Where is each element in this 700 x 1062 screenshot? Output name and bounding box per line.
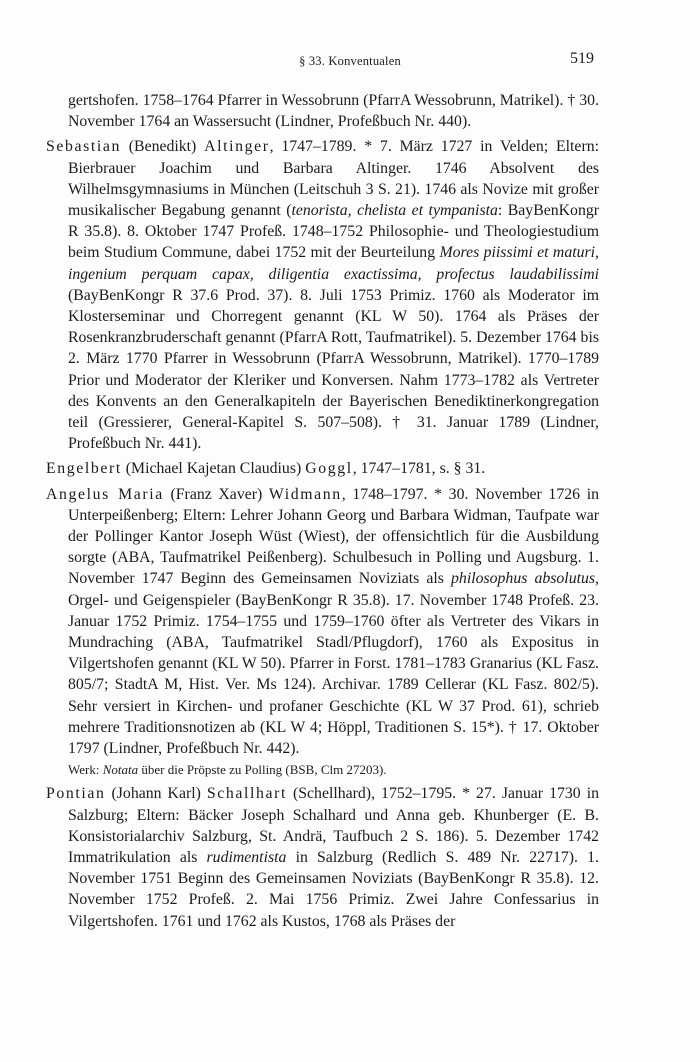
- entry-text: (Johann Karl): [105, 785, 207, 803]
- entry-text: (Schellhard), 1752–1795. * 27. Januar 1730 in Salzburg; Eltern: Bäcker Joseph Schalhard und Anna geb. Khunberger (E. B. Konsistorialarchiv Salzburg, St. Andrä, Taufbuch 2 S. 186). 5. Dezember 1742 Immatrikulation als: [68, 785, 599, 866]
- latin-quote: tenorista, chelista et tympanista: [291, 202, 498, 220]
- entry-angelus-maria-widmann: [46, 484, 599, 760]
- entry-text: (Michael Kajetan Claudius): [121, 460, 306, 478]
- entry-name: Sebastian: [46, 138, 121, 156]
- latin-quote: rudimentista: [206, 848, 287, 866]
- werk-note: [46, 761, 599, 779]
- entry-text: gertshofen. 1758–1764 Pfarrer in Wessobrunn (PfarrA Wessobrunn, Matrikel). † 30. November 1764 an Wassersucht (Lindner, Profeßbuch Nr. 440).: [68, 92, 599, 131]
- entry-text: , 1748–1797. * 30. November 1726 in Unterpeißenberg; Eltern: Lehrer Johann Georg und Barbara Widman, Taufpate war der Pollinger Kantor Joseph Wüst (Wiest), der offensichtlich für die Ausbildung sorgte (ABA, Taufmatrikel Peißenberg). Schulbesuch in Polling und Augsburg. 1. November 1747 Beginn des Gemeinsamen Noviziats als: [68, 485, 599, 588]
- entry-name: Angelus Maria: [46, 485, 164, 503]
- latin-quote: philosophus absolutus: [451, 570, 596, 588]
- body-text: [46, 90, 599, 936]
- entry-text: in Salzburg (Redlich S. 489 Nr. 22717). 1. November 1751 Beginn des Gemeinsamen Noviziats (BayBenKongr R 35.8). 12. November 1752 Profeß. 2. Mai 1756 Primiz. Zwei Jahre Confessarius in Vilgertshofen. 1761 und 1762 als Kustos, 1768 als Präses der: [68, 848, 599, 930]
- entry-text: , Orgel- und Geigenspieler (BayBenKongr R 35.8). 17. November 1748 Profeß. 23. Januar 1752 Primiz. 1754–1755 und 1759–1760 öfter als Vertreter des Vikars in Mundraching (ABA, Taufmatrikel Stadl/Pflugdorf), 1760 als Expositus in Vilgertshofen genannt (KL W 50). Pfarrer in Forst. 1781–1783 Granarius (KL Fasz. 805/7; StadtA M, Hist. Ver. Ms 124). Archivar. 1789 Cellerar (KL Fasz. 802/5). Sehr versiert in Kirchen- und profaner Geschichte (KL W 37 Prod. 61), schrieb mehrere Traditionsnotizen ab (KL W 4; Höppl, Traditionen S. 15*). † 17. Oktober 1797 (Lindner, Profeßbuch Nr. 442).: [68, 570, 599, 758]
- entry-name: Engelbert: [46, 460, 122, 478]
- entry-name: Altinger: [204, 138, 270, 156]
- werk-rest: über die Pröpste zu Polling (BSB, Clm 27203).: [138, 762, 387, 778]
- entry-name: Goggl: [305, 460, 353, 478]
- entry-name: Widmann: [268, 485, 342, 503]
- entry-continuation: [46, 90, 599, 132]
- page-header: [0, 50, 700, 74]
- running-head: § 33. Konventualen: [299, 54, 401, 68]
- entry-text: (BayBenKongr R 37.6 Prod. 37). 8. Juli 1753 Primiz. 1760 als Moderator im Klosterseminar und Chorregent genannt (KL W 50). 1764 als Präses der Rosenkranzbruderschaft genannt (PfarrA Rott, Taufmatrikel). 5. Dezember 1764 bis 2. März 1770 Pfarrer in Wessobrunn (PfarrA Wessobrunn, Matrikel). 1770–1789 Prior und Moderator der Kleriker und Konversen. Nahm 1773–1782 als Vertreter des Konvents an den Generalkapiteln der Bayerischen Benediktinerkongregation teil (Gressierer, General-Kapitel S. 507–508). † 31. Januar 1789 (Lindner, Profeßbuch Nr. 441).: [68, 286, 599, 453]
- entry-text: (Franz Xaver): [163, 485, 269, 503]
- page-number: 519: [570, 50, 594, 67]
- entry-text: , 1747–1781, s. § 31.: [352, 460, 486, 478]
- werk-title: Notata: [102, 762, 139, 778]
- entry-sebastian-altinger: [46, 136, 599, 454]
- entry-name: Schallhart: [206, 785, 287, 803]
- entry-text: : BayBenKongr R 35.8). 8. Oktober 1747 Profeß. 1748–1752 Philosophie- und Theologiestudium beim Studium Commune, dabei 1752 mit der Beurteilung: [68, 202, 600, 262]
- entry-text: , 1747–1789. * 7. März 1727 in Velden; Eltern: Bierbrauer Joachim und Barbara Altinger. 1746 Absolvent des Wilhelmsgymnasiums in München (Leitschuh 3 S. 21). 1746 als Novize mit großer musikalischer Begabung genannt (: [68, 138, 599, 220]
- entry-pontian-schallhart: [46, 783, 599, 931]
- entry-name: Pontian: [46, 785, 106, 803]
- entry-text: (Benedikt): [120, 138, 205, 156]
- werk-label: Werk:: [68, 762, 100, 778]
- entry-engelbert-goggl: [46, 458, 599, 479]
- latin-quote: Mores piissimi et maturi, ingenium perquam capax, diligentia exactissima, profectus laudabilissimi: [68, 244, 599, 283]
